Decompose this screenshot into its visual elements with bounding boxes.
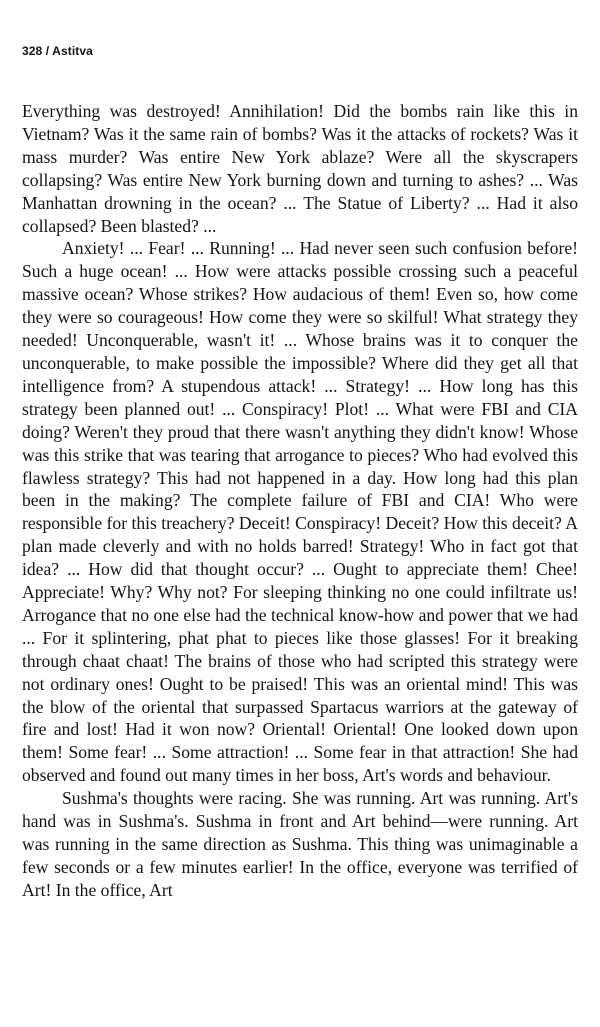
paragraph-2: Anxiety! ... Fear! ... Running! ... Had never seen such confusion before! Such a huge ocean! ... How were attacks possible crossing such a peaceful massive ocean? Whose strikes? How audacious of them! Even so, how come they were so courageous! How come they were so skilful! What strategy they needed! Unconquerable, wasn't it! ... Whose brains was it to conquer the unconquerable, to make possible the impossible? Where did they get all that intelligence from? A stupendous attack! ... Strategy! ... How long has this strategy been planned out! ... Conspiracy! Plot! ... What were FBI and CIA doing? Weren't they proud that there wasn't anything they didn't know! Whose was this strike that was tearing that arrogance to pieces? Who had evolved this flawless strategy? This had not happened in a day. How long had this plan been in the making? The complete failure of FBI and CIA! Who were responsible for this treachery? Deceit! Conspiracy! Deceit? How this deceit? A plan made cleverly and with no holds barred! Strategy! Who in fact got that idea? ... How did that thought occur? ... Ought to appreciate them! Chee! Appreciate! Why? Why not? For sleeping thinking no one could infiltrate us! Arrogance that no one else had the technical know-how and power that we had ... For it splintering, phat phat to pieces like those glasses! For it breaking through chaat chaat! The brains of those who had scripted this strategy were not ordinary ones! Ought to be praised! This was an oriental mind! This was the blow of the oriental that surpassed Spartacus warriors at the gateway of fire and lost! Had it won now? Oriental! Oriental! One looked down upon them! Some fear! ... Some attraction! ... Some fear in that attraction! She had observed and found out many times in her boss, Art's words and behaviour.: [22, 238, 578, 786]
paragraph-3: Sushma's thoughts were racing. She was running. Art was running. Art's hand was in Sushma's. Sushma in front and Art behind—were running. Art was running in the same direction as Sushma. This thing was unimaginable a few seconds or a few minutes earlier! In the office, everyone was terrified of Art! In the office, Art: [22, 788, 578, 900]
running-head: 328 / Astitva: [22, 44, 93, 58]
body-text: [22, 100, 578, 902]
paragraph-1: Everything was destroyed! Annihilation! Did the bombs rain like this in Vietnam? Was it the same rain of bombs? Was it the attacks of rockets? Was it mass murder? Was entire New York ablaze? Were all the skyscrapers collapsing? Was entire New York burning down and turning to ashes? ... Was Manhattan drowning in the ocean? ... The Statue of Liberty? ... Had it also collapsed? Been blasted? ...: [22, 101, 578, 236]
